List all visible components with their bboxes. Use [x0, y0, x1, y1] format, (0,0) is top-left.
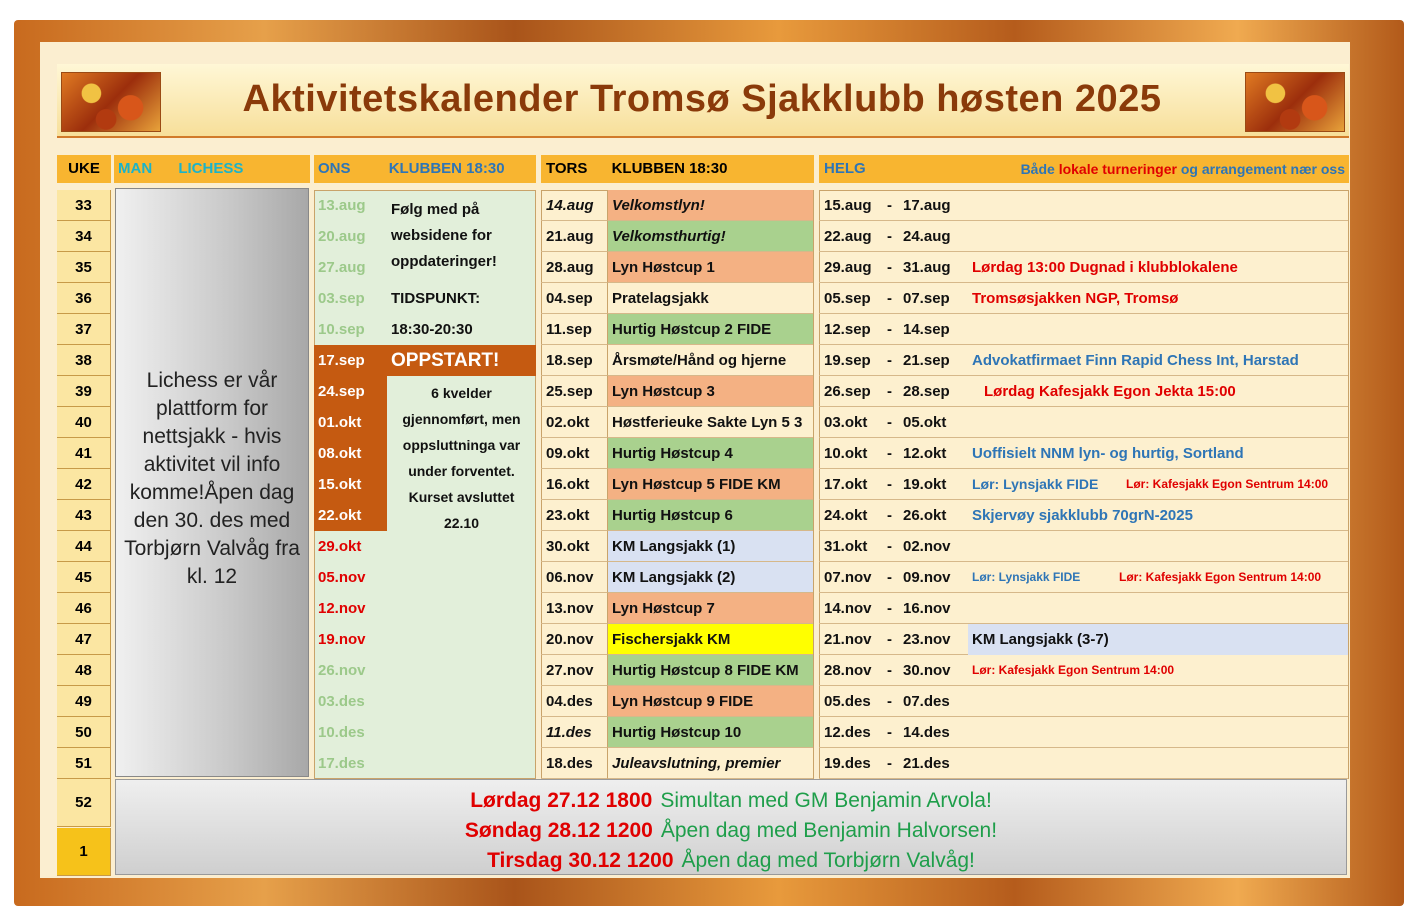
header-tors-klubben: KLUBBEN 18:30 — [611, 160, 728, 177]
week-number-52: 52 — [57, 779, 111, 827]
week-number: 46 — [57, 593, 111, 624]
week-number-1: 1 — [57, 828, 111, 876]
header-tors — [541, 155, 814, 183]
week-number: 50 — [57, 717, 111, 748]
week-number: 51 — [57, 748, 111, 779]
thursday-date: 27.nov — [541, 655, 607, 686]
thursday-event: Lyn Høstcup 1 — [607, 252, 813, 283]
weekend-event-cell — [967, 593, 1348, 624]
autumn-leaves-image-right — [1245, 72, 1345, 132]
wednesday-tidspunkt: 18:30-20:30 — [391, 321, 473, 338]
thursday-event: KM Langsjakk (2) — [607, 562, 813, 593]
week-number: 43 — [57, 500, 111, 531]
weekend-event: Lørdag Kafesjakk Egon Jekta 15:00 — [984, 383, 1236, 400]
thursday-event: Juleavslutning, premier — [607, 748, 813, 779]
week-number: 48 — [57, 655, 111, 686]
thursday-event: Hurtig Høstcup 4 — [607, 438, 813, 469]
lichess-info-text: Lichess er vår plattform for nettsjakk - hvis aktivitet vil info komme!Åpen dag den 30. des med Torbjørn Valvåg fra kl. 12 — [124, 369, 300, 588]
wednesday-date: 17.des — [318, 755, 365, 772]
holiday-event-date: Tirsdag 30.12 1200 — [487, 849, 674, 872]
header-helg — [819, 155, 1349, 183]
holiday-event-text: Åpen dag med Benjamin Halvorsen! — [660, 819, 998, 842]
autumn-leaves-image-left — [61, 72, 161, 132]
weekend-date-to: 07.des — [903, 686, 967, 717]
wednesday-date: 26.nov — [318, 662, 366, 679]
weekend-date-to: 16.nov — [903, 593, 967, 624]
holiday-event-text: Simultan med GM Benjamin Arvola! — [660, 789, 992, 812]
header-uke: UKE — [57, 155, 111, 183]
week-number: 47 — [57, 624, 111, 655]
wednesday-date: 10.des — [318, 724, 365, 741]
thursday-event: Lyn Høstcup 7 — [607, 593, 813, 624]
weekend-date-dash: - — [887, 531, 903, 562]
weekend-event-cell — [967, 748, 1348, 779]
weekend-date-from: 28.nov — [819, 655, 887, 686]
thursday-date: 25.sep — [541, 376, 607, 407]
week-number: 34 — [57, 221, 111, 252]
holiday-event — [116, 786, 1346, 816]
weekend-event-km-langsjakk: KM Langsjakk (3-7) — [968, 624, 1348, 655]
thursday-date: 30.okt — [541, 531, 607, 562]
thursday-event: Hurtig Høstcup 8 FIDE KM — [607, 655, 813, 686]
thursday-event: Pratelagsjakk — [607, 283, 813, 314]
wednesday-date: 15.okt — [314, 469, 387, 500]
weekend-date-to: 30.nov — [903, 655, 967, 686]
wednesday-date: 03.des — [318, 693, 365, 710]
weekend-date-dash: - — [887, 748, 903, 779]
weekend-date-dash: - — [887, 221, 903, 252]
wednesday-course-line: 6 kvelder — [431, 385, 492, 401]
weekend-date-to: 23.nov — [903, 624, 967, 655]
wednesday-date: 24.sep — [314, 376, 387, 407]
weekend-date-from: 12.sep — [819, 314, 887, 345]
weekend-date-dash: - — [887, 438, 903, 469]
weekend-event-cell — [967, 221, 1348, 252]
weekend-date-from: 07.nov — [819, 562, 887, 593]
weekend-date-to: 14.des — [903, 717, 967, 748]
weekend-event: Skjervøy sjakklubb 70grN-2025 — [972, 507, 1193, 524]
thursday-event: Lyn Høstcup 3 — [607, 376, 813, 407]
week-number: 40 — [57, 407, 111, 438]
holiday-events-panel — [115, 779, 1347, 875]
week-number: 39 — [57, 376, 111, 407]
wednesday-course-line: under forventet. — [408, 463, 515, 479]
helg-note-part2: lokale turneringer — [1058, 161, 1177, 177]
weekend-event-cell — [967, 531, 1348, 562]
weekend-event-cell — [967, 717, 1348, 748]
wednesday-course-line: gjennomført, men — [402, 411, 521, 427]
wednesday-date: 22.okt — [314, 500, 387, 531]
week-number: 45 — [57, 562, 111, 593]
holiday-event-date: Lørdag 27.12 1800 — [470, 789, 653, 812]
weekend-event: Uoffisielt NNM lyn- og hurtig, Sortland — [972, 445, 1244, 462]
week-number: 37 — [57, 314, 111, 345]
weekend-date-from: 22.aug — [819, 221, 887, 252]
wednesday-date: 12.nov — [318, 600, 366, 617]
wednesday-date: 10.sep — [318, 321, 365, 338]
weekend-date-from: 26.sep — [819, 376, 887, 407]
header-ons-klubben: KLUBBEN 18:30 — [388, 160, 505, 177]
thursday-date: 28.aug — [541, 252, 607, 283]
wednesday-course-line: 22.10 — [443, 515, 480, 531]
weekend-date-from: 15.aug — [819, 190, 887, 221]
weekend-date-dash: - — [887, 717, 903, 748]
header-helg-note — [1021, 155, 1345, 183]
weekend-date-from: 05.sep — [819, 283, 887, 314]
header-ons — [314, 155, 536, 183]
wednesday-date: 08.okt — [314, 438, 387, 469]
thursday-date: 11.sep — [541, 314, 607, 345]
weekend-date-from: 10.okt — [819, 438, 887, 469]
thursday-event: Hurtig Høstcup 10 — [607, 717, 813, 748]
weekend-date-from: 14.nov — [819, 593, 887, 624]
weekend-date-dash: - — [887, 655, 903, 686]
weekend-date-from: 19.sep — [819, 345, 887, 376]
holiday-event — [116, 846, 1346, 876]
weekend-date-from: 17.okt — [819, 469, 887, 500]
weekend-date-from: 24.okt — [819, 500, 887, 531]
weekend-date-to: 24.aug — [903, 221, 967, 252]
header-tors-label: TORS — [546, 160, 588, 177]
wednesday-date: 20.aug — [318, 228, 366, 245]
weekend-event: Lør: Kafesjakk Egon Sentrum 14:00 — [972, 663, 1175, 677]
holiday-event-date: Søndag 28.12 1200 — [464, 819, 653, 842]
wednesday-date: 27.aug — [318, 259, 366, 276]
weekend-event: Lør: Kafesjakk Egon Sentrum 14:00 — [1119, 570, 1322, 584]
thursday-event: KM Langsjakk (1) — [607, 531, 813, 562]
thursday-date: 04.sep — [541, 283, 607, 314]
thursday-date: 04.des — [541, 686, 607, 717]
weekend-date-to: 12.okt — [903, 438, 967, 469]
thursday-date: 20.nov — [541, 624, 607, 655]
weekend-event: Lørdag 13:00 Dugnad i klubblokalene — [972, 259, 1238, 276]
weekend-date-to: 09.nov — [903, 562, 967, 593]
helg-note-part3: og arrangement nær oss — [1180, 161, 1345, 177]
wednesday-info-line: oppdateringer! — [391, 253, 497, 270]
weekend-date-dash: - — [887, 593, 903, 624]
weekend-date-to: 26.okt — [903, 500, 967, 531]
wednesday-info-line: websidene for — [391, 227, 492, 244]
weekend-date-from: 29.aug — [819, 252, 887, 283]
holiday-event — [116, 816, 1346, 846]
wednesday-date: 01.okt — [314, 407, 387, 438]
page-title: Aktivitetskalender Tromsø Sjakklubb høsten 2025 — [242, 78, 1162, 120]
week-number: 41 — [57, 438, 111, 469]
wednesday-date: 03.sep — [318, 290, 365, 307]
helg-note-part1: Både — [1020, 161, 1055, 177]
wednesday-course-line: oppsluttninga var — [402, 437, 521, 453]
thursday-date: 21.aug — [541, 221, 607, 252]
wednesday-date: 13.aug — [318, 197, 366, 214]
weekend-date-dash: - — [887, 314, 903, 345]
wednesday-date: 17.sep — [314, 345, 387, 376]
weekend-event-cell — [967, 686, 1348, 717]
thursday-event: Fischersjakk KM — [607, 624, 813, 655]
thursday-event: Velkomsthurtig! — [607, 221, 813, 252]
thursday-event: Lyn Høstcup 9 FIDE — [607, 686, 813, 717]
wednesday-oppstart-banner: OPPSTART! — [387, 345, 536, 376]
weekend-event: Lør: Kafesjakk Egon Sentrum 14:00 — [1126, 477, 1329, 491]
weekend-date-from: 03.okt — [819, 407, 887, 438]
wednesday-date: 05.nov — [318, 569, 366, 586]
thursday-date: 18.sep — [541, 345, 607, 376]
header-man-label: MAN — [118, 160, 153, 177]
weekend-date-from: 12.des — [819, 717, 887, 748]
wednesday-course-line: Kurset avsluttet — [408, 489, 515, 505]
wednesday-date: 19.nov — [318, 631, 366, 648]
thursday-event: Hurtig Høstcup 6 — [607, 500, 813, 531]
thursday-date: 23.okt — [541, 500, 607, 531]
weekend-event: Tromsøsjakken NGP, Tromsø — [972, 290, 1179, 307]
weekend-event-cell — [967, 190, 1348, 221]
thursday-event: Høstferieuke Sakte Lyn 5 3 — [607, 407, 813, 438]
thursday-date: 13.nov — [541, 593, 607, 624]
weekend-date-to: 07.sep — [903, 283, 967, 314]
week-number: 49 — [57, 686, 111, 717]
week-number: 36 — [57, 283, 111, 314]
weekend-date-to: 05.okt — [903, 407, 967, 438]
weekend-date-dash: - — [887, 407, 903, 438]
weekend-date-dash: - — [887, 500, 903, 531]
weekend-date-to: 19.okt — [903, 469, 967, 500]
weekend-date-to: 21.des — [903, 748, 967, 779]
weekend-date-from: 05.des — [819, 686, 887, 717]
thursday-date: 06.nov — [541, 562, 607, 593]
weekend-date-to: 14.sep — [903, 314, 967, 345]
weekend-date-to: 21.sep — [903, 345, 967, 376]
header-helg-label: HELG — [824, 160, 866, 177]
header-ons-label: ONS — [318, 160, 351, 177]
lichess-info-panel — [115, 188, 309, 777]
weekend-date-dash: - — [887, 252, 903, 283]
thursday-date: 14.aug — [541, 190, 607, 221]
thursday-date: 09.okt — [541, 438, 607, 469]
wednesday-date: 29.okt — [318, 538, 362, 555]
weekend-date-from: 21.nov — [819, 624, 887, 655]
thursday-event: Årsmøte/Hånd og hjerne — [607, 345, 813, 376]
wednesday-info-line: Følg med på — [391, 201, 480, 218]
week-number: 38 — [57, 345, 111, 376]
weekend-date-from: 19.des — [819, 748, 887, 779]
weekend-date-dash: - — [887, 376, 903, 407]
weekend-date-from: 31.okt — [819, 531, 887, 562]
title-bar — [57, 64, 1349, 138]
weekend-date-dash: - — [887, 345, 903, 376]
weekend-event: Lør: Lynsjakk FIDE — [972, 476, 1099, 492]
week-number: 35 — [57, 252, 111, 283]
weekend-date-dash: - — [887, 469, 903, 500]
holiday-event-text: Åpen dag med Torbjørn Valvåg! — [681, 849, 975, 872]
wednesday-tidspunkt-label: TIDSPUNKT: — [391, 290, 481, 307]
holiday-events-list — [116, 786, 1346, 876]
weekend-event: Lør: Lynsjakk FIDE — [972, 570, 1081, 584]
week-number: 44 — [57, 531, 111, 562]
thursday-date: 02.okt — [541, 407, 607, 438]
week-number: 42 — [57, 469, 111, 500]
weekend-event: Advokatfirmaet Finn Rapid Chess Int, Harstad — [972, 352, 1299, 369]
weekend-date-dash: - — [887, 624, 903, 655]
weekend-event-cell — [967, 407, 1348, 438]
weekend-date-dash: - — [887, 686, 903, 717]
weekend-date-to: 28.sep — [903, 376, 967, 407]
weekend-date-dash: - — [887, 190, 903, 221]
thursday-date: 16.okt — [541, 469, 607, 500]
thursday-date: 11.des — [541, 717, 607, 748]
week-number: 33 — [57, 190, 111, 221]
weekend-date-to: 31.aug — [903, 252, 967, 283]
thursday-event: Lyn Høstcup 5 FIDE KM — [607, 469, 813, 500]
thursday-date: 18.des — [541, 748, 607, 779]
weekend-date-dash: - — [887, 283, 903, 314]
thursday-event: Velkomstlyn! — [607, 190, 813, 221]
header-man — [114, 155, 310, 183]
header-lichess-label: LICHESS — [178, 160, 244, 177]
thursday-event: Hurtig Høstcup 2 FIDE — [607, 314, 813, 345]
weekend-date-to: 17.aug — [903, 190, 967, 221]
weekend-date-to: 02.nov — [903, 531, 967, 562]
weekend-date-dash: - — [887, 562, 903, 593]
weekend-event-cell — [967, 314, 1348, 345]
